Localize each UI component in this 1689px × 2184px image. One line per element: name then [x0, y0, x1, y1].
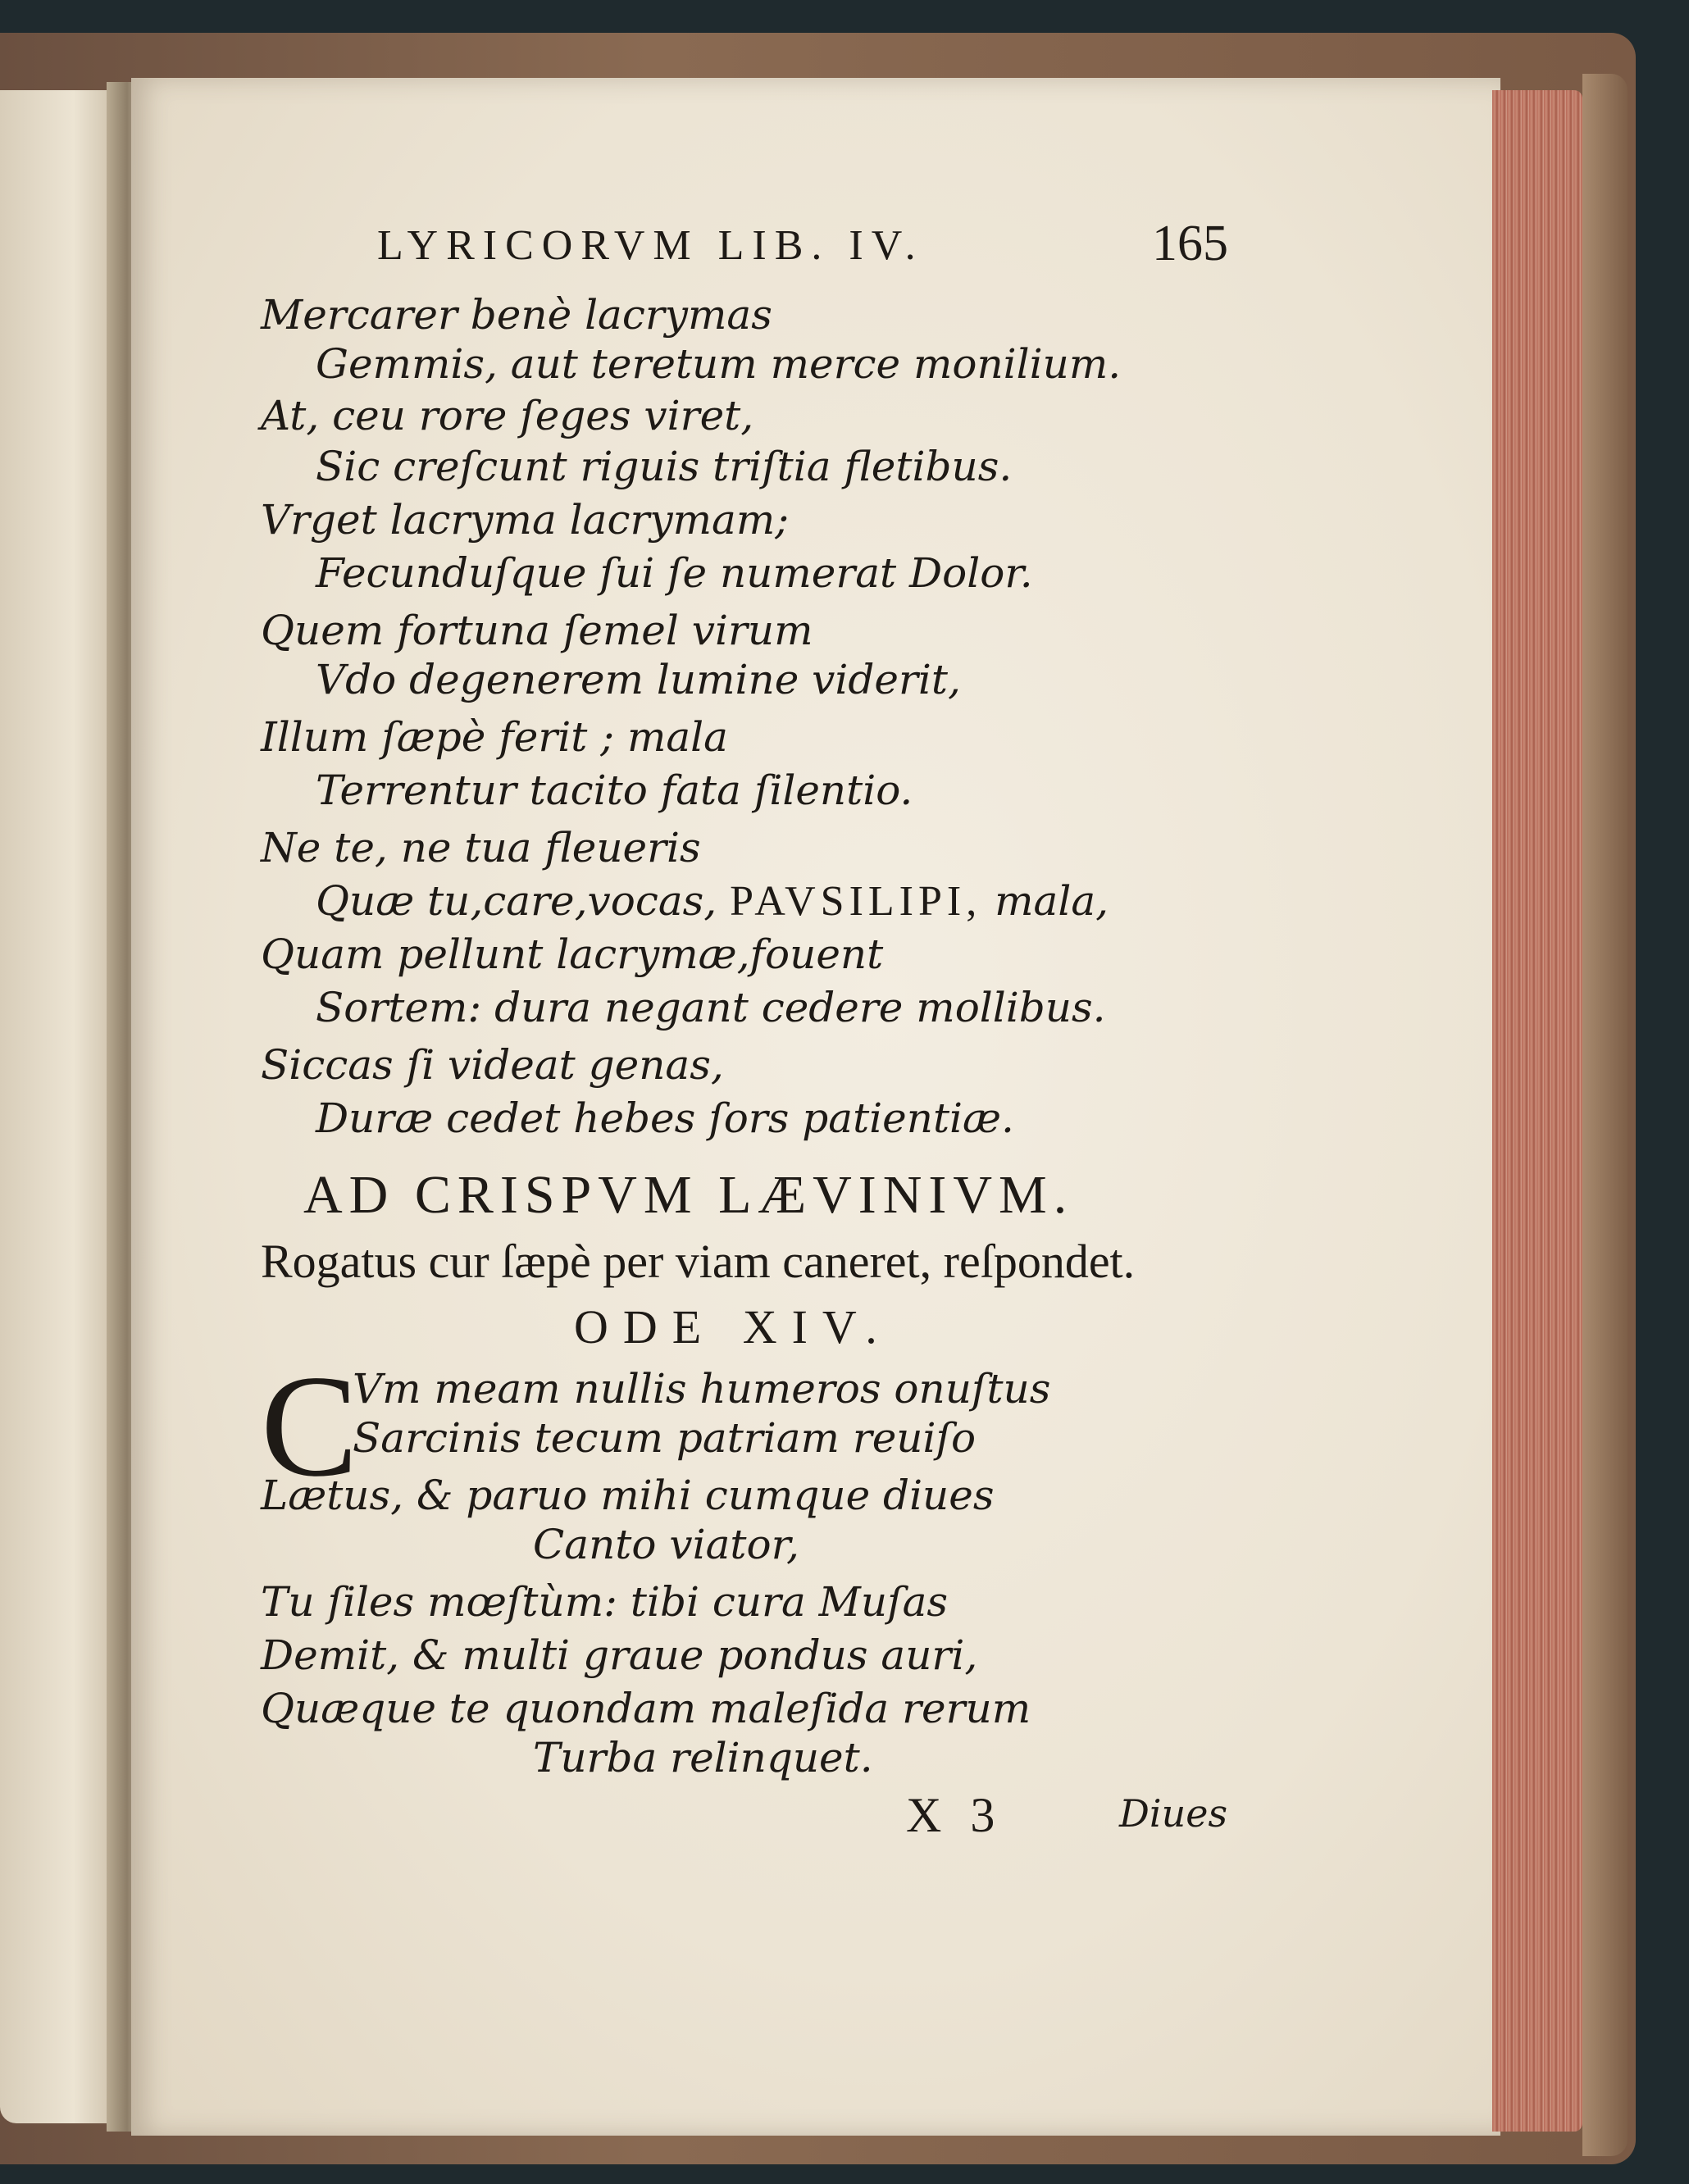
- verse-line: Terrentur tacito fata ſilentio.: [316, 767, 913, 814]
- verse-line-text: Quæ tu,care,vocas,: [316, 877, 717, 925]
- poem-line: Sarcinis tecum patriam reuiſo: [353, 1414, 977, 1462]
- drop-capital: C: [261, 1345, 358, 1507]
- verse-line: [316, 877, 1109, 926]
- verse-line: Siccas ſi videat genas,: [261, 1041, 724, 1089]
- verse-line: Illum ſæpè ferit ; mala: [261, 713, 728, 761]
- verse-line: Duræ cedet hebes ſors patientiæ.: [316, 1094, 1014, 1142]
- page-fore-edge: [1492, 90, 1582, 2132]
- left-page-edge: [0, 90, 123, 2123]
- running-title: LYRICORVM LIB. IV.: [377, 222, 924, 269]
- verse-line: Vdo degenerem lumine viderit,: [316, 656, 961, 703]
- verse-line: At, ceu rore ſeges viret,: [261, 392, 754, 439]
- verse-line: Gemmis, aut teretum merce monilium.: [316, 340, 1122, 388]
- page-number: 165: [1152, 216, 1228, 271]
- verse-line: Quam pellunt lacrymæ,fouent: [261, 930, 884, 978]
- poem-line: Vm meam nullis humeros onuſtus: [353, 1365, 1051, 1413]
- poem-line: Lætus, & paruo mihi cumque diues: [261, 1472, 995, 1519]
- verse-line: Sortem: dura negant cedere mollibus.: [316, 984, 1106, 1031]
- poem-line: Tu ſiles mœſtùm: tibi cura Muſas: [261, 1578, 949, 1626]
- poem-subtitle: Rogatus cur ſæpè per viam caneret, reſpondet.: [261, 1235, 1136, 1288]
- poem-line: Turba relinquet.: [533, 1734, 873, 1781]
- ode-heading: ODE XIV.: [574, 1300, 892, 1354]
- cover-edge: [1582, 74, 1628, 2156]
- poem-line: Quæque te quondam maleſida rerum: [261, 1685, 1031, 1732]
- verse-line: Ne te, ne tua fleueris: [261, 824, 701, 871]
- poem-line: Canto viator,: [533, 1521, 799, 1568]
- verse-line: Fecunduſque ſui ſe numerat Dolor.: [316, 549, 1033, 597]
- proper-name: PAVSILIPI,: [730, 878, 982, 925]
- poem-title: AD CRISPVM LÆVINIVM.: [303, 1165, 1074, 1225]
- verse-line: Quem fortuna ſemel virum: [261, 607, 813, 654]
- verse-line-end: mala,: [995, 877, 1109, 925]
- poem-line: Demit, & multi graue pondus auri,: [261, 1631, 978, 1679]
- signature-mark: X 3: [906, 1788, 1004, 1842]
- verse-line: Vrget lacryma lacrymam;: [261, 496, 790, 544]
- verse-line: Sic creſcunt riguis triſtia fletibus.: [316, 443, 1013, 490]
- verse-line: Mercarer benè lacrymas: [261, 291, 772, 339]
- catchword: Diues: [1119, 1791, 1228, 1836]
